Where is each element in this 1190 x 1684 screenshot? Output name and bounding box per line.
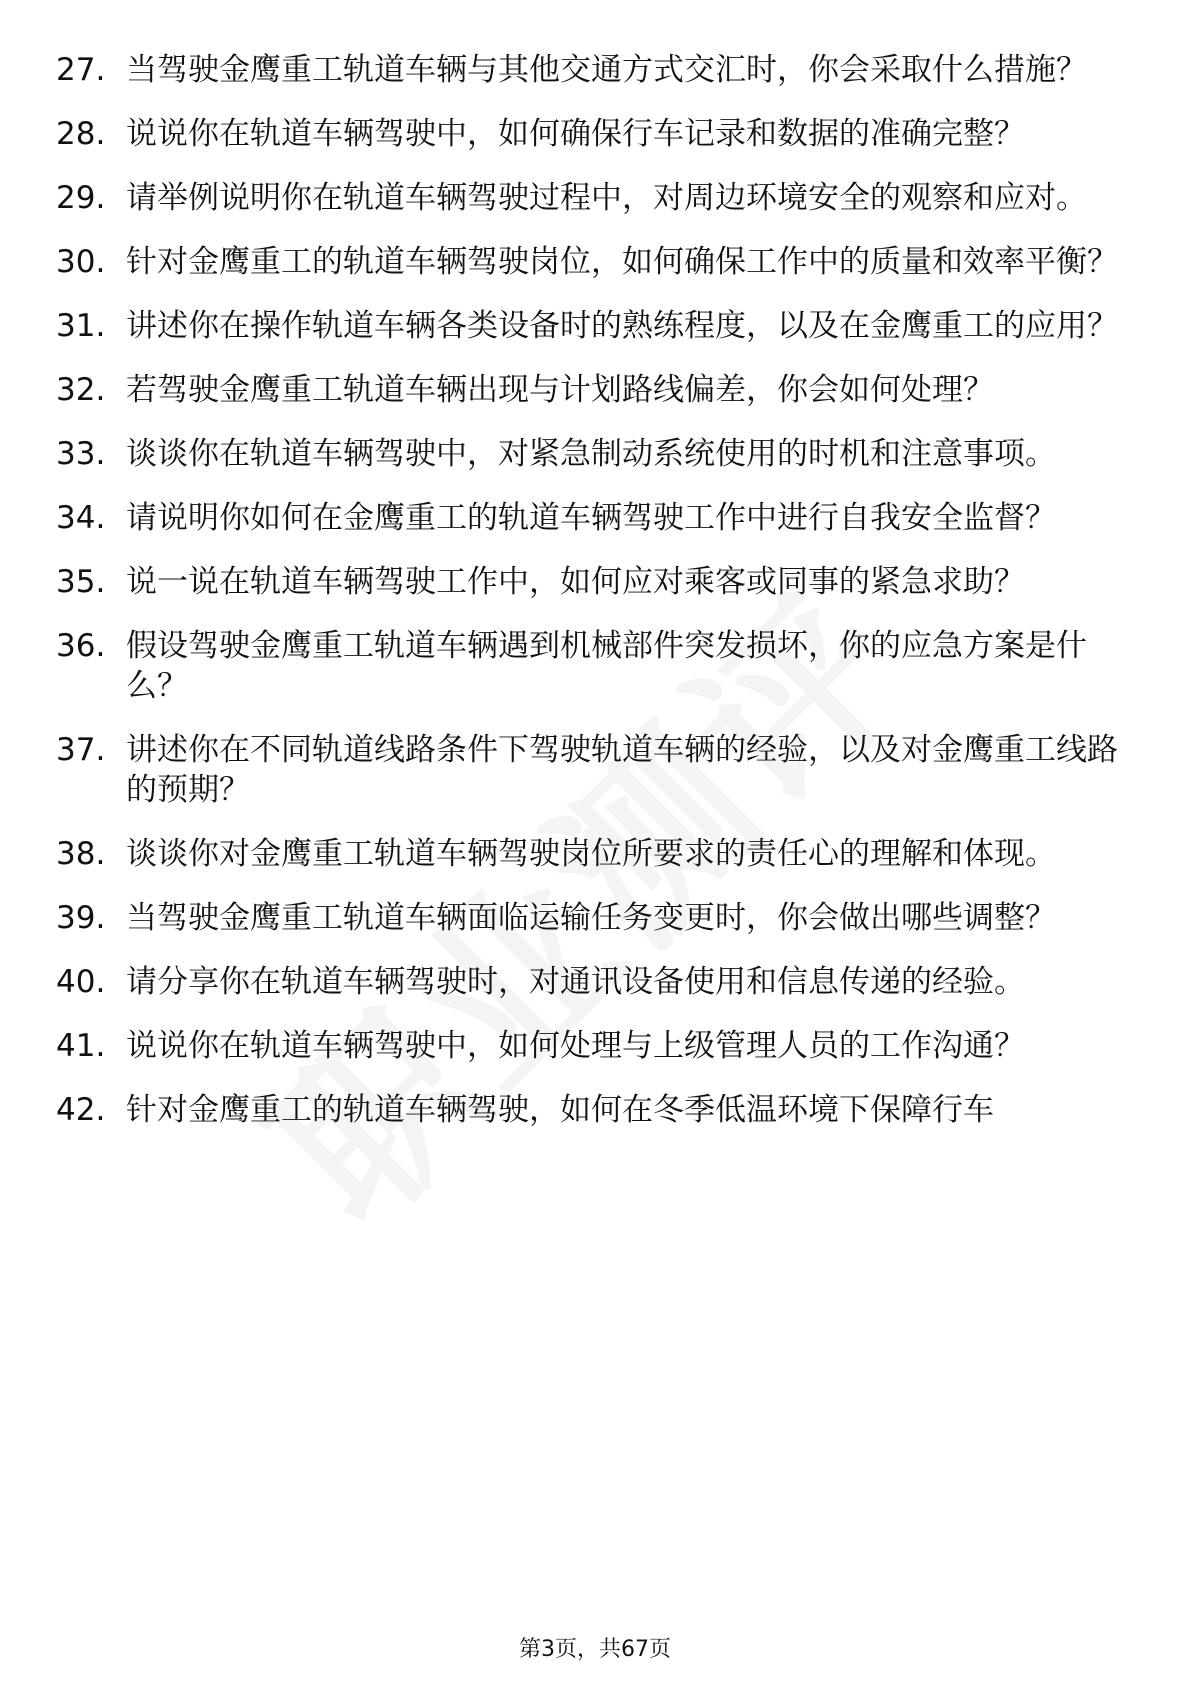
question-text: 说说你在轨道车辆驾驶中，如何确保行车记录和数据的准确完整？ [126, 116, 1025, 152]
question-number: 27. [56, 52, 106, 88]
question-text: 谈谈你在轨道车辆驾驶中，对紧急制动系统使用的时机和注意事项。 [126, 436, 1056, 472]
question-number: 41. [56, 1028, 106, 1064]
question-number: 34. [56, 500, 106, 536]
question-number: 33. [56, 436, 106, 472]
question-text: 说说你在轨道车辆驾驶中，如何处理与上级管理人员的工作沟通？ [126, 1028, 1025, 1064]
question-number: 42. [56, 1092, 106, 1128]
question-text: 请举例说明你在轨道车辆驾驶过程中，对周边环境安全的观察和应对。 [126, 180, 1087, 216]
question-number: 39. [56, 900, 106, 936]
question-text: 谈谈你对金鹰重工轨道车辆驾驶岗位所要求的责任心的理解和体现。 [126, 836, 1056, 872]
question-number: 40. [56, 964, 106, 1000]
question-item [0, 898, 1190, 938]
question-number: 30. [56, 244, 106, 280]
question-list [0, 50, 1190, 1154]
question-number: 37. [56, 732, 106, 768]
question-text: 针对金鹰重工的轨道车辆驾驶，如何在冬季低温环境下保障行车 [126, 1092, 994, 1128]
question-item [0, 730, 1190, 810]
question-item [0, 434, 1190, 474]
question-item [0, 306, 1190, 346]
question-text: 当驾驶金鹰重工轨道车辆面临运输任务变更时，你会做出哪些调整？ [126, 900, 1056, 936]
question-item [0, 1090, 1190, 1130]
question-text: 假设驾驶金鹰重工轨道车辆遇到机械部件突发损坏，你的应急方案是什么？ [126, 628, 1087, 704]
question-item [0, 178, 1190, 218]
question-item [0, 370, 1190, 410]
question-number: 29. [56, 180, 106, 216]
question-text: 讲述你在操作轨道车辆各类设备时的熟练程度，以及在金鹰重工的应用？ [126, 308, 1118, 344]
question-item [0, 498, 1190, 538]
question-text: 针对金鹰重工的轨道车辆驾驶岗位，如何确保工作中的质量和效率平衡？ [126, 244, 1118, 280]
question-item [0, 114, 1190, 154]
question-number: 31. [56, 308, 106, 344]
question-text: 当驾驶金鹰重工轨道车辆与其他交通方式交汇时，你会采取什么措施？ [126, 52, 1087, 88]
question-number: 32. [56, 372, 106, 408]
question-text: 若驾驶金鹰重工轨道车辆出现与计划路线偏差，你会如何处理？ [126, 372, 994, 408]
question-item [0, 50, 1190, 90]
question-number: 36. [56, 628, 106, 664]
question-item [0, 1026, 1190, 1066]
question-number: 35. [56, 564, 106, 600]
page-number-label: 第3页，共67页 [519, 1637, 671, 1662]
question-item [0, 562, 1190, 602]
question-item [0, 962, 1190, 1002]
question-number: 28. [56, 116, 106, 152]
question-item [0, 626, 1190, 706]
question-text: 说一说在轨道车辆驾驶工作中，如何应对乘客或同事的紧急求助？ [126, 564, 1025, 600]
question-item [0, 242, 1190, 282]
question-number: 38. [56, 836, 106, 872]
question-text: 讲述你在不同轨道线路条件下驾驶轨道车辆的经验，以及对金鹰重工线路的预期？ [126, 732, 1118, 808]
question-item [0, 834, 1190, 874]
page-footer [0, 1636, 1190, 1664]
question-text: 请分享你在轨道车辆驾驶时，对通讯设备使用和信息传递的经验。 [126, 964, 1025, 1000]
question-text: 请说明你如何在金鹰重工的轨道车辆驾驶工作中进行自我安全监督？ [126, 500, 1056, 536]
